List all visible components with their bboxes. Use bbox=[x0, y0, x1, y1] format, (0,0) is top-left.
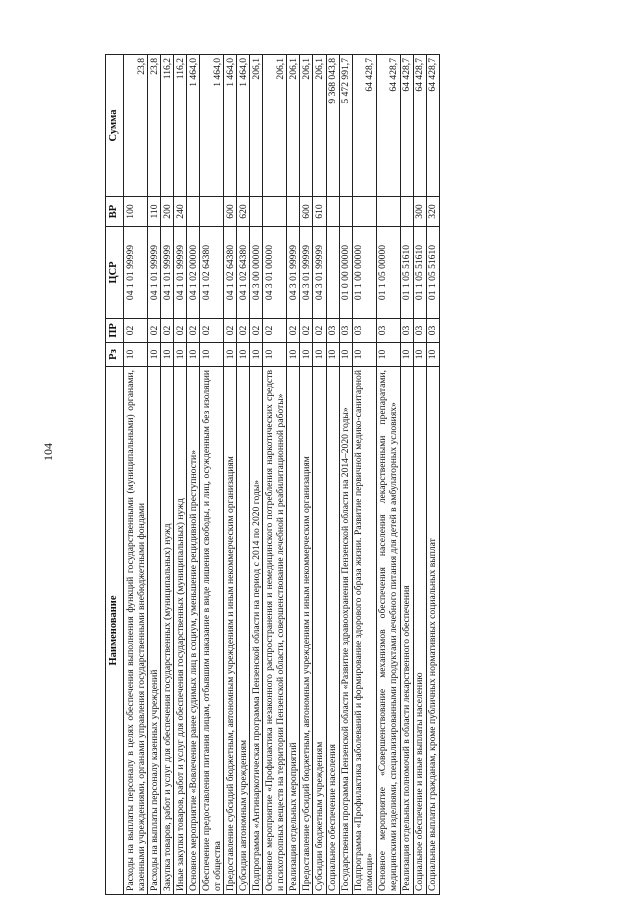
cell-rz: 10 bbox=[326, 343, 339, 367]
budget-table bbox=[105, 54, 440, 895]
table-row bbox=[124, 55, 148, 895]
cell-vr: 240 bbox=[174, 197, 187, 227]
cell-rz: 10 bbox=[250, 343, 263, 367]
cell-pr: 02 bbox=[287, 319, 300, 343]
table-row bbox=[400, 55, 413, 895]
cell-vr: 100 bbox=[124, 197, 148, 227]
cell-csr: 01 1 05 51610 bbox=[413, 227, 426, 319]
cell-vr bbox=[326, 197, 339, 227]
cell-pr: 02 bbox=[224, 319, 237, 343]
cell-sum: 64 428,7 bbox=[376, 55, 400, 197]
cell-name: Расходы на выплаты персоналу казенных учреждений bbox=[148, 367, 161, 895]
cell-pr: 02 bbox=[200, 319, 224, 343]
cell-csr: 04 1 01 99999 bbox=[161, 227, 174, 319]
cell-csr: 04 3 01 99999 bbox=[313, 227, 326, 319]
cell-name: Иные закупки товаров, работ и услуг для обеспечения государственных (муниципальных) нужд bbox=[174, 367, 187, 895]
cell-name: Подпрограмма «Профилактика заболеваний и формирование здорового образа жизни. Развитие первичной медико-санитарной помощи» bbox=[352, 367, 376, 895]
cell-sum: 23,8 bbox=[124, 55, 148, 197]
cell-name: Реализация отдельных полномочий в области лекарственного обеспечения bbox=[400, 367, 413, 895]
cell-name: Реализация отдельных мероприятий bbox=[287, 367, 300, 895]
budget-table-container bbox=[105, 55, 595, 895]
cell-csr: 04 1 02 64380 bbox=[200, 227, 224, 319]
cell-rz: 10 bbox=[237, 343, 250, 367]
cell-name: Субсидии автономным учреждениям bbox=[237, 367, 250, 895]
cell-pr: 03 bbox=[339, 319, 352, 343]
cell-sum: 116,2 bbox=[174, 55, 187, 197]
cell-vr: 600 bbox=[224, 197, 237, 227]
cell-csr: 04 3 00 00000 bbox=[250, 227, 263, 319]
table-row bbox=[326, 55, 339, 895]
table-row bbox=[200, 55, 224, 895]
cell-vr: 610 bbox=[313, 197, 326, 227]
cell-csr: 01 1 05 51610 bbox=[426, 227, 439, 319]
cell-pr: 03 bbox=[413, 319, 426, 343]
cell-pr: 02 bbox=[263, 319, 287, 343]
cell-csr: 04 1 01 99999 bbox=[124, 227, 148, 319]
cell-pr: 02 bbox=[161, 319, 174, 343]
cell-vr: 300 bbox=[413, 197, 426, 227]
cell-sum: 206,1 bbox=[287, 55, 300, 197]
header-vr: ВР bbox=[106, 197, 124, 227]
cell-vr: 620 bbox=[237, 197, 250, 227]
cell-pr: 03 bbox=[426, 319, 439, 343]
cell-rz: 10 bbox=[413, 343, 426, 367]
cell-vr: 320 bbox=[426, 197, 439, 227]
cell-name: Предоставление субсидий бюджетным, автономным учреждениям и иным некоммерческим организациям bbox=[224, 367, 237, 895]
header-pr: ПР bbox=[106, 319, 124, 343]
cell-rz: 10 bbox=[300, 343, 313, 367]
header-sum: Сумма bbox=[106, 55, 124, 197]
cell-pr: 02 bbox=[237, 319, 250, 343]
cell-csr: 01 1 05 00000 bbox=[376, 227, 400, 319]
cell-vr bbox=[339, 197, 352, 227]
cell-sum: 206,1 bbox=[300, 55, 313, 197]
cell-sum: 64 428,7 bbox=[400, 55, 413, 197]
cell-pr: 03 bbox=[376, 319, 400, 343]
cell-rz: 10 bbox=[263, 343, 287, 367]
cell-vr bbox=[287, 197, 300, 227]
table-row bbox=[237, 55, 250, 895]
table-row bbox=[224, 55, 237, 895]
cell-csr bbox=[326, 227, 339, 319]
cell-pr: 02 bbox=[300, 319, 313, 343]
cell-sum: 1 464,0 bbox=[200, 55, 224, 197]
cell-vr bbox=[200, 197, 224, 227]
cell-rz: 10 bbox=[352, 343, 376, 367]
cell-pr: 03 bbox=[326, 319, 339, 343]
cell-sum: 206,1 bbox=[313, 55, 326, 197]
cell-sum: 1 464,0 bbox=[237, 55, 250, 197]
cell-rz: 10 bbox=[148, 343, 161, 367]
cell-name: Предоставление субсидий бюджетным, автономным учреждениям и иным некоммерческим организациям bbox=[300, 367, 313, 895]
table-row bbox=[300, 55, 313, 895]
cell-vr bbox=[352, 197, 376, 227]
cell-vr bbox=[376, 197, 400, 227]
cell-name: Социальное обеспечение и иные выплаты населению bbox=[413, 367, 426, 895]
cell-vr: 110 bbox=[148, 197, 161, 227]
cell-sum: 9 368 043,8 bbox=[326, 55, 339, 197]
cell-sum: 116,2 bbox=[161, 55, 174, 197]
header-rz: Рз bbox=[106, 343, 124, 367]
cell-sum: 64 428,7 bbox=[413, 55, 426, 197]
cell-sum: 5 472 991,7 bbox=[339, 55, 352, 197]
cell-sum: 23,8 bbox=[148, 55, 161, 197]
cell-name: Государственная программа Пензенской области «Развитие здравоохранения Пензенской области на 2014–2020 годы» bbox=[339, 367, 352, 895]
cell-pr: 02 bbox=[174, 319, 187, 343]
table-row bbox=[313, 55, 326, 895]
table-row bbox=[148, 55, 161, 895]
cell-rz: 10 bbox=[200, 343, 224, 367]
cell-rz: 10 bbox=[287, 343, 300, 367]
cell-csr: 04 1 01 99999 bbox=[148, 227, 161, 319]
cell-csr: 04 3 01 99999 bbox=[300, 227, 313, 319]
cell-pr: 03 bbox=[400, 319, 413, 343]
cell-csr: 04 3 01 99999 bbox=[287, 227, 300, 319]
cell-name: Обеспечение предоставления питания лицам, отбывшим наказание в виде лишения свободы, и лиц, осужденным без изоляции от общества bbox=[200, 367, 224, 895]
cell-vr: 200 bbox=[161, 197, 174, 227]
cell-pr: 02 bbox=[148, 319, 161, 343]
cell-rz: 10 bbox=[224, 343, 237, 367]
cell-pr: 02 bbox=[187, 319, 200, 343]
table-row bbox=[187, 55, 200, 895]
table-row bbox=[339, 55, 352, 895]
cell-pr: 02 bbox=[124, 319, 148, 343]
cell-csr: 01 1 00 00000 bbox=[352, 227, 376, 319]
cell-name: Подпрограмма «Антинаркотическая программа Пензенской области на период с 2014 по 2020 годы» bbox=[250, 367, 263, 895]
cell-name: Закупка товаров, работ и услуг для обеспечения государственных (муниципальных) нужд bbox=[161, 367, 174, 895]
table-row bbox=[287, 55, 300, 895]
table-row bbox=[413, 55, 426, 895]
header-row bbox=[106, 55, 124, 895]
cell-sum: 64 428,7 bbox=[352, 55, 376, 197]
cell-sum: 1 464,0 bbox=[187, 55, 200, 197]
header-csr: ЦСР bbox=[106, 227, 124, 319]
cell-vr bbox=[250, 197, 263, 227]
cell-csr: 04 1 02 64380 bbox=[237, 227, 250, 319]
cell-csr: 04 3 01 00000 bbox=[263, 227, 287, 319]
table-row bbox=[250, 55, 263, 895]
cell-name: Субсидии бюджетным учреждениям bbox=[313, 367, 326, 895]
table-body bbox=[124, 55, 440, 895]
cell-pr: 02 bbox=[313, 319, 326, 343]
cell-sum: 206,1 bbox=[250, 55, 263, 197]
cell-csr: 04 1 01 99999 bbox=[174, 227, 187, 319]
cell-rz: 10 bbox=[339, 343, 352, 367]
cell-vr bbox=[263, 197, 287, 227]
cell-csr: 04 1 02 64380 bbox=[224, 227, 237, 319]
cell-name: Социальные выплаты гражданам, кроме публичных нормативных социальных выплат bbox=[426, 367, 439, 895]
cell-rz: 10 bbox=[313, 343, 326, 367]
cell-name: Расходы на выплаты персоналу в целях обеспечения выполнения функций государственными (муниципальными) органами, казенными учреждениями, органами управления государственными внебюджетными фондами bbox=[124, 367, 148, 895]
cell-name: Основное мероприятие «Совершенствование механизмов обеспечения населения лекарственными препаратами, медицинскими изделиями, специализированными продуктами лечебного питания для детей в амбулаторных условиях» bbox=[376, 367, 400, 895]
cell-vr: 600 bbox=[300, 197, 313, 227]
table-row bbox=[263, 55, 287, 895]
cell-rz: 10 bbox=[376, 343, 400, 367]
header-name: Наименование bbox=[106, 367, 124, 895]
cell-rz: 10 bbox=[187, 343, 200, 367]
cell-pr: 02 bbox=[250, 319, 263, 343]
cell-name: Основное мероприятие «Вовлечение ранее судимых лиц в социум, уменьшение рецидивной преступности» bbox=[187, 367, 200, 895]
cell-sum: 64 428,7 bbox=[426, 55, 439, 197]
cell-rz: 10 bbox=[174, 343, 187, 367]
table-row bbox=[161, 55, 174, 895]
cell-pr: 03 bbox=[352, 319, 376, 343]
cell-csr: 01 1 05 51610 bbox=[400, 227, 413, 319]
table-row bbox=[426, 55, 439, 895]
cell-name: Основное мероприятие «Профилактика незаконного распространения и немедицинского потребления наркотических средств и психотропных веществ на территории Пензенской области, совершенствование лечебной и реабилитационной работы» bbox=[263, 367, 287, 895]
cell-vr bbox=[187, 197, 200, 227]
table-row bbox=[352, 55, 376, 895]
cell-sum: 206,1 bbox=[263, 55, 287, 197]
cell-rz: 10 bbox=[161, 343, 174, 367]
table-row bbox=[174, 55, 187, 895]
cell-rz: 10 bbox=[400, 343, 413, 367]
cell-csr: 01 0 00 00000 bbox=[339, 227, 352, 319]
cell-vr bbox=[400, 197, 413, 227]
cell-csr: 04 1 02 00000 bbox=[187, 227, 200, 319]
cell-name: Социальное обеспечение населения bbox=[326, 367, 339, 895]
table-row bbox=[376, 55, 400, 895]
cell-sum: 1 464,0 bbox=[224, 55, 237, 197]
cell-rz: 10 bbox=[124, 343, 148, 367]
page-number: 104 bbox=[41, 443, 55, 461]
table-header bbox=[106, 55, 124, 895]
cell-rz: 10 bbox=[426, 343, 439, 367]
